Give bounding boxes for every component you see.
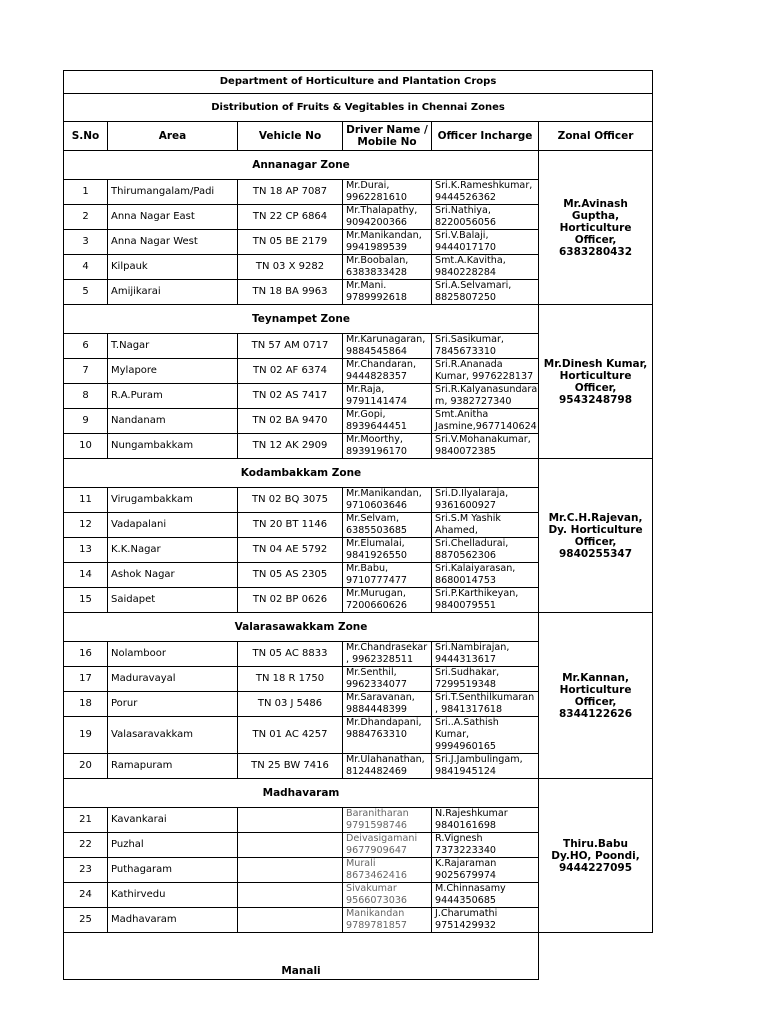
cell-area: Amijikarai: [108, 280, 238, 305]
cell-area: Puthagaram: [108, 858, 238, 883]
zone-header-row: [64, 933, 653, 980]
cell-officer: Sri.T.Senthilkumaran , 9841317618: [432, 692, 539, 717]
cell-officer: Smt.A.Kavitha, 9840228284: [432, 255, 539, 280]
cell-sno: 18: [64, 692, 108, 717]
cell-area: Nungambakkam: [108, 434, 238, 459]
cell-area: Ramapuram: [108, 754, 238, 779]
cell-officer: N.Rajeshkumar 9840161698: [432, 808, 539, 833]
cell-officer: Sri.V.Balaji, 9444017170: [432, 230, 539, 255]
cell-area: Saidapet: [108, 588, 238, 613]
zone-header-row: [64, 613, 653, 642]
cell-sno: 10: [64, 434, 108, 459]
cell-officer: Sri.Sasikumar, 7845673310: [432, 334, 539, 359]
zonal-officer: Thiru.Babu Dy.HO, Poondi, 9444227095: [539, 779, 653, 933]
cell-area: Valasaravakkam: [108, 717, 238, 754]
zone-name: Manali: [64, 933, 539, 980]
cell-officer: M.Chinnasamy 9444350685: [432, 883, 539, 908]
cell-driver: Mr.Thalapathy, 9094200366: [343, 205, 432, 230]
zone-name: Valarasawakkam Zone: [64, 613, 539, 642]
header-row: [64, 122, 653, 151]
cell-officer: Sri.S.M Yashik Ahamed,: [432, 513, 539, 538]
cell-vehicle-no: TN 22 CP 6864: [238, 205, 343, 230]
cell-vehicle-no: [238, 858, 343, 883]
cell-driver: Sivakumar 9566073036: [343, 883, 432, 908]
cell-officer: Sri.Nathiya, 8220056056: [432, 205, 539, 230]
zone-header-row: [64, 305, 653, 334]
cell-driver: Mr.Dhandapani, 9884763310: [343, 717, 432, 754]
cell-driver: Mr.Chandrasekar , 9962328511: [343, 642, 432, 667]
cell-officer: Smt.Anitha Jasmine,9677140624: [432, 409, 539, 434]
cell-driver: Mr.Gopi, 8939644451: [343, 409, 432, 434]
cell-driver: Mr.Senthil, 9962334077: [343, 667, 432, 692]
cell-area: Thirumangalam/Padi: [108, 180, 238, 205]
cell-vehicle-no: TN 04 AE 5792: [238, 538, 343, 563]
cell-driver: Mr.Saravanan, 9884448399: [343, 692, 432, 717]
cell-officer: R.Vignesh 7373223340: [432, 833, 539, 858]
zone-name: Kodambakkam Zone: [64, 459, 539, 488]
cell-officer: Sri.D.Ilyalaraja, 9361600927: [432, 488, 539, 513]
cell-vehicle-no: TN 05 BE 2179: [238, 230, 343, 255]
zonal-officer: Mr.Dinesh Kumar, Horticulture Officer, 9543248798: [539, 305, 653, 459]
cell-vehicle-no: TN 18 R 1750: [238, 667, 343, 692]
cell-vehicle-no: TN 02 BP 0626: [238, 588, 343, 613]
cell-sno: 19: [64, 717, 108, 754]
cell-sno: 20: [64, 754, 108, 779]
cell-officer: Sri.V.Mohanakumar, 9840072385: [432, 434, 539, 459]
cell-officer: Sri..A.Sathish Kumar, 9994960165: [432, 717, 539, 754]
cell-officer: Sri.Kalaiyarasan, 8680014753: [432, 563, 539, 588]
cell-area: Porur: [108, 692, 238, 717]
cell-vehicle-no: TN 05 AS 2305: [238, 563, 343, 588]
cell-officer: K.Rajaraman 9025679974: [432, 858, 539, 883]
cell-vehicle-no: TN 02 AF 6374: [238, 359, 343, 384]
cell-driver: Mr.Murugan, 7200660626: [343, 588, 432, 613]
cell-driver: Murali 8673462416: [343, 858, 432, 883]
cell-sno: 21: [64, 808, 108, 833]
zone-header-row: [64, 779, 653, 808]
cell-officer: Sri.R.Ananada Kumar, 9976228137: [432, 359, 539, 384]
cell-area: Kavankarai: [108, 808, 238, 833]
cell-officer: Sri.P.Karthikeyan, 9840079551: [432, 588, 539, 613]
cell-sno: 5: [64, 280, 108, 305]
cell-area: Nolamboor: [108, 642, 238, 667]
cell-vehicle-no: [238, 883, 343, 908]
cell-area: Anna Nagar West: [108, 230, 238, 255]
cell-area: K.K.Nagar: [108, 538, 238, 563]
cell-driver: Mr.Elumalai, 9841926550: [343, 538, 432, 563]
cell-vehicle-no: TN 25 BW 7416: [238, 754, 343, 779]
cell-driver: Mr.Karunagaran, 9884545864: [343, 334, 432, 359]
cell-area: T.Nagar: [108, 334, 238, 359]
cell-vehicle-no: TN 03 X 9282: [238, 255, 343, 280]
document-title: Department of Horticulture and Plantation Crops: [64, 71, 653, 94]
cell-driver: Mr.Manikandan, 9941989539: [343, 230, 432, 255]
cell-driver: Mr.Selvam, 6385503685: [343, 513, 432, 538]
cell-area: R.A.Puram: [108, 384, 238, 409]
cell-area: Maduravayal: [108, 667, 238, 692]
cell-driver: Mr.Babu, 9710777477: [343, 563, 432, 588]
cell-area: Kilpauk: [108, 255, 238, 280]
cell-driver: Mr.Manikandan, 9710603646: [343, 488, 432, 513]
cell-area: Anna Nagar East: [108, 205, 238, 230]
cell-driver: Mr.Moorthy, 8939196170: [343, 434, 432, 459]
cell-vehicle-no: TN 05 AC 8833: [238, 642, 343, 667]
distribution-table: [63, 70, 653, 980]
cell-officer: Sri.J.Jambulingam, 9841945124: [432, 754, 539, 779]
cell-sno: 15: [64, 588, 108, 613]
cell-sno: 4: [64, 255, 108, 280]
cell-vehicle-no: TN 01 AC 4257: [238, 717, 343, 754]
cell-driver: Mr.Boobalan, 6383833428: [343, 255, 432, 280]
cell-officer: Sri.Chelladurai, 8870562306: [432, 538, 539, 563]
cell-area: Vadapalani: [108, 513, 238, 538]
cell-sno: 13: [64, 538, 108, 563]
cell-driver: Deivasigamani 9677909647: [343, 833, 432, 858]
header-sno: S.No: [64, 122, 108, 151]
cell-sno: 23: [64, 858, 108, 883]
cell-driver: Mr.Chandaran, 9444828357: [343, 359, 432, 384]
header-area: Area: [108, 122, 238, 151]
cell-officer: Sri.Sudhakar, 7299519348: [432, 667, 539, 692]
cell-vehicle-no: [238, 808, 343, 833]
header-zonal-officer: Zonal Officer: [539, 122, 653, 151]
cell-sno: 2: [64, 205, 108, 230]
cell-vehicle-no: TN 20 BT 1146: [238, 513, 343, 538]
cell-driver: Mr.Mani. 9789992618: [343, 280, 432, 305]
cell-vehicle-no: [238, 833, 343, 858]
blank-cell: [539, 933, 653, 980]
cell-driver: Mr.Ulahanathan, 8124482469: [343, 754, 432, 779]
zone-header-row: [64, 459, 653, 488]
header-driver-name: Driver Name / Mobile No: [343, 122, 432, 151]
cell-driver: Mr.Durai, 9962281610: [343, 180, 432, 205]
cell-vehicle-no: TN 02 AS 7417: [238, 384, 343, 409]
zonal-officer: Mr.Kannan, Horticulture Officer, 8344122626: [539, 613, 653, 779]
header-officer-incharge: Officer Incharge: [432, 122, 539, 151]
cell-vehicle-no: TN 02 BA 9470: [238, 409, 343, 434]
cell-vehicle-no: TN 57 AM 0717: [238, 334, 343, 359]
cell-sno: 9: [64, 409, 108, 434]
zonal-officer: Mr.C.H.Rajevan, Dy. Horticulture Officer, 9840255347: [539, 459, 653, 613]
cell-officer: Sri.Nambirajan, 9444313617: [432, 642, 539, 667]
zone-name: Madhavaram: [64, 779, 539, 808]
cell-sno: 12: [64, 513, 108, 538]
cell-sno: 8: [64, 384, 108, 409]
cell-officer: Sri.K.Rameshkumar, 9444526362: [432, 180, 539, 205]
document-subtitle: Distribution of Fruits & Vegitables in Chennai Zones: [64, 94, 653, 122]
cell-sno: 25: [64, 908, 108, 933]
cell-sno: 17: [64, 667, 108, 692]
cell-vehicle-no: TN 18 AP 7087: [238, 180, 343, 205]
cell-area: Nandanam: [108, 409, 238, 434]
cell-sno: 24: [64, 883, 108, 908]
cell-sno: 6: [64, 334, 108, 359]
cell-area: Ashok Nagar: [108, 563, 238, 588]
cell-vehicle-no: TN 02 BQ 3075: [238, 488, 343, 513]
cell-sno: 1: [64, 180, 108, 205]
cell-officer: Sri.A.Selvamari, 8825807250: [432, 280, 539, 305]
cell-vehicle-no: TN 03 J 5486: [238, 692, 343, 717]
zone-name: Annanagar Zone: [64, 151, 539, 180]
cell-vehicle-no: TN 18 BA 9963: [238, 280, 343, 305]
cell-driver: Baranitharan 9791598746: [343, 808, 432, 833]
cell-driver: Mr.Raja, 9791141474: [343, 384, 432, 409]
cell-area: Mylapore: [108, 359, 238, 384]
zone-name: Teynampet Zone: [64, 305, 539, 334]
cell-area: Puzhal: [108, 833, 238, 858]
cell-sno: 22: [64, 833, 108, 858]
cell-officer: J.Charumathi 9751429932: [432, 908, 539, 933]
cell-area: Kathirvedu: [108, 883, 238, 908]
cell-officer: Sri.R.Kalyanasundara m, 9382727340: [432, 384, 539, 409]
cell-sno: 14: [64, 563, 108, 588]
cell-sno: 16: [64, 642, 108, 667]
cell-driver: Manikandan 9789781857: [343, 908, 432, 933]
cell-sno: 11: [64, 488, 108, 513]
header-vehicle-no: Vehicle No: [238, 122, 343, 151]
cell-sno: 7: [64, 359, 108, 384]
cell-area: Madhavaram: [108, 908, 238, 933]
cell-vehicle-no: TN 12 AK 2909: [238, 434, 343, 459]
cell-sno: 3: [64, 230, 108, 255]
zonal-officer: Mr.Avinash Guptha, Horticulture Officer, 6383280432: [539, 151, 653, 305]
cell-area: Virugambakkam: [108, 488, 238, 513]
zone-header-row: [64, 151, 653, 180]
cell-vehicle-no: [238, 908, 343, 933]
